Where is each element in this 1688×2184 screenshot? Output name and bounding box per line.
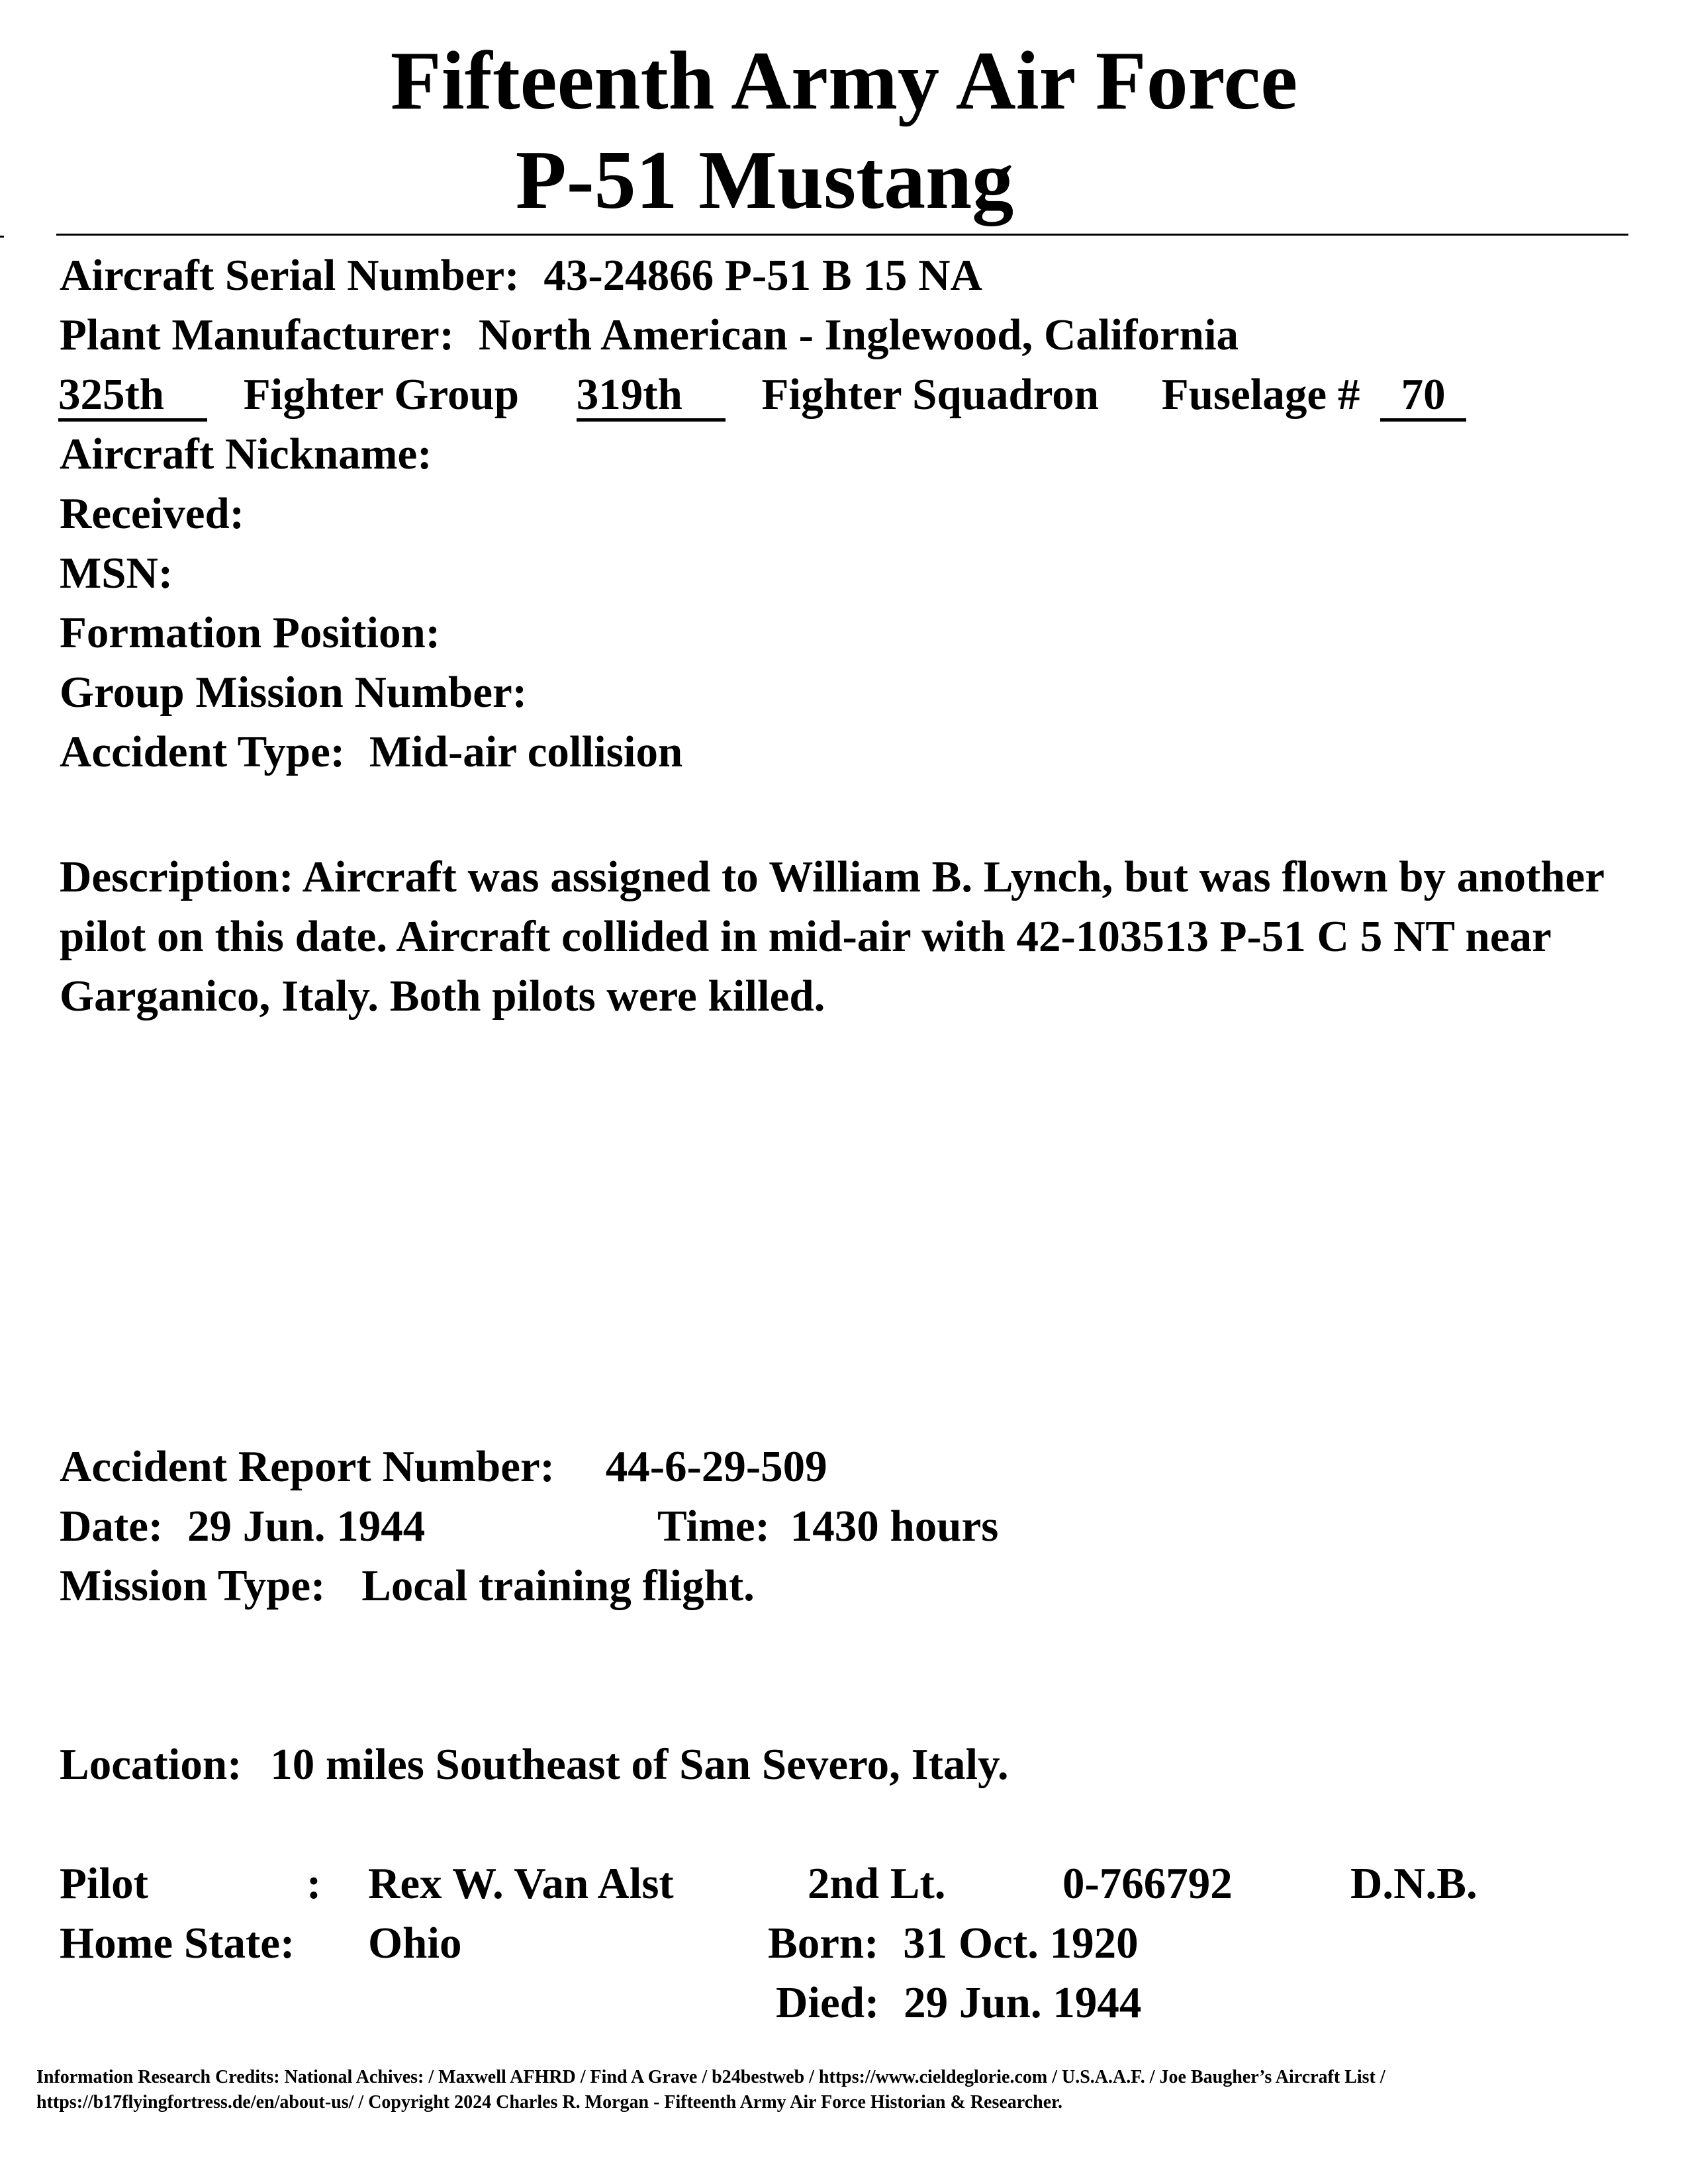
pilot-label: Pilot: [60, 1859, 148, 1908]
serial-number-label: Aircraft Serial Number:: [60, 251, 520, 300]
accident-report-label: Accident Report Number:: [60, 1442, 555, 1491]
location-label: Location:: [60, 1740, 242, 1789]
mission-type-value: Local training flight.: [361, 1561, 755, 1610]
manufacturer-value: North American - Inglewood, California: [478, 310, 1239, 359]
msn-label: MSN:: [60, 549, 173, 598]
born-value: 31 Oct. 1920: [903, 1919, 1139, 1968]
unit-row: [58, 370, 1466, 422]
born-label: Born:: [768, 1919, 879, 1968]
born-row: [768, 1921, 1139, 1966]
fuselage-label: Fuselage #: [1161, 370, 1360, 419]
fuselage-value: 70: [1380, 373, 1466, 422]
accident-type-label: Accident Type:: [60, 727, 346, 776]
pilot-status: D.N.B.: [1350, 1859, 1477, 1908]
accident-report-value: 44-6-29-509: [605, 1442, 827, 1491]
research-credits: Information Research Credits: National Achives: / Maxwell AFHRD / Find A Grave / b24bestweb / https://www.cieldeglorie.com / U.S.A.A.F. / Joe Baugher’s Aircraft List / https://b17flyingfortress.de/en/about-us/ / Copyright 2024 Charles R. Morgan - Fifteenth Army Air Force Historian & Researcher.: [36, 2067, 1385, 2113]
fighter-squadron-label: Fighter Squadron: [761, 370, 1100, 419]
description-block: [60, 847, 1642, 1026]
group-mission-number-label: Group Mission Number:: [60, 668, 528, 717]
time-label: Time:: [657, 1502, 770, 1551]
date-row: [60, 1504, 425, 1549]
died-label: Died:: [776, 1978, 880, 2027]
fighter-group-value: 325th: [58, 373, 207, 422]
pilot-name: Rex W. Van Alst: [368, 1859, 674, 1908]
received-label: Received:: [60, 489, 245, 538]
accident-report-row: [60, 1442, 827, 1491]
margin-mark: [0, 236, 4, 238]
location-row: [60, 1740, 1009, 1789]
time-value: 1430 hours: [790, 1502, 999, 1551]
description-label: Description:: [60, 852, 294, 901]
accident-type-row: [60, 727, 683, 776]
time-row: [657, 1504, 998, 1549]
accident-type-value: Mid-air collision: [369, 727, 683, 776]
manufacturer-row: [60, 310, 1239, 359]
mission-type-label: Mission Type:: [60, 1561, 326, 1610]
died-row: [776, 1978, 1142, 2027]
description-text: Aircraft was assigned to William B. Lynch, but was flown by another pilot on this date. Aircraft collided in mid-air with 42-103513 P-51 C 5 NT near Garganico, Italy. Both pilots were killed.: [60, 852, 1604, 1021]
serial-number-row: [60, 253, 982, 298]
location-value: 10 miles Southeast of San Severo, Italy.: [270, 1740, 1009, 1789]
pilot-colon: :: [306, 1859, 322, 1908]
pilot-rank: 2nd Lt.: [808, 1859, 946, 1908]
home-state-value: Ohio: [368, 1919, 462, 1968]
serial-number-value: 43-24866 P-51 B 15 NA: [543, 251, 982, 300]
formation-position-label: Formation Position:: [60, 608, 441, 657]
pilot-service-number: 0-766792: [1062, 1859, 1233, 1908]
fighter-squadron-value: 319th: [577, 373, 726, 422]
died-value: 29 Jun. 1944: [904, 1978, 1142, 2027]
date-label: Date:: [60, 1502, 164, 1551]
nickname-label: Aircraft Nickname:: [60, 430, 432, 478]
home-state-label: Home State:: [60, 1919, 295, 1968]
mission-type-row: [60, 1561, 755, 1610]
fighter-group-label: Fighter Group: [243, 370, 520, 419]
manufacturer-label: Plant Manufacturer:: [60, 310, 455, 359]
page-subtitle: P-51 Mustang: [515, 134, 1014, 226]
page-title: Fifteenth Army Air Force: [390, 35, 1298, 127]
date-value: 29 Jun. 1944: [187, 1502, 426, 1551]
header-divider: [56, 234, 1628, 236]
